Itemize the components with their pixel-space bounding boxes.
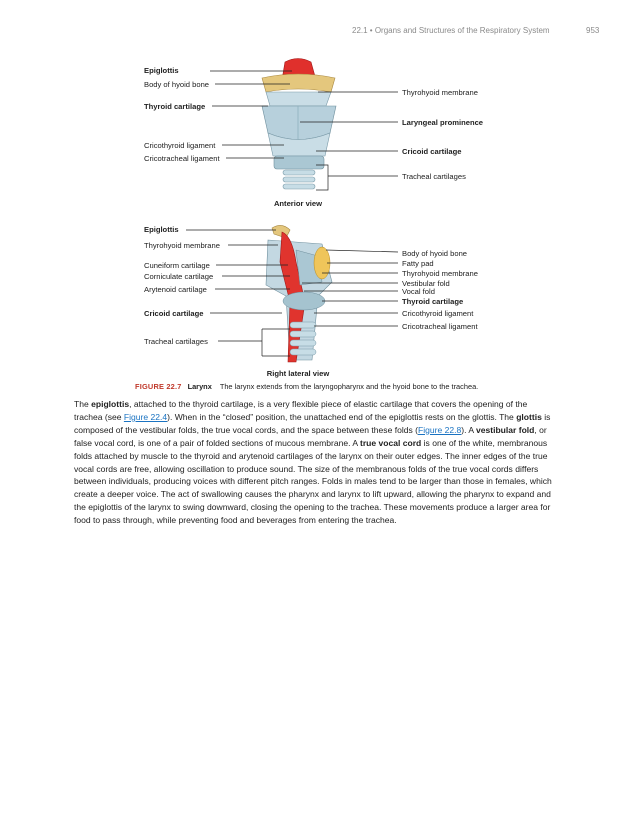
anterior-larynx-illustration bbox=[262, 59, 336, 190]
label-cricoid-cartilage: Cricoid cartilage bbox=[402, 147, 462, 156]
term-true-vocal-cord: true vocal cord bbox=[360, 437, 422, 448]
label-cricotracheal-ligament-lateral: Cricotracheal ligament bbox=[402, 322, 478, 331]
label-tracheal-cartilages: Tracheal cartilages bbox=[402, 172, 466, 181]
body-paragraph: The epiglottis, attached to the thyroid cartilage, is a very flexible piece of elastic cartilage that covers the opening of the trachea (see Figure 22.4). When in the “closed” position, the unattached end of the epiglottis rests on the glottis. The glottis is composed of the vestibular folds, the true vocal cords, and the space between these folds (Figure 22.8). A vestibular fold, or false vocal cord, is one of a pair of folded sections of mucous membrane. A true vocal cord is one of the white, membranous folds attached by muscle to the thyroid and arytenoid cartilages of the larynx on their outer edges. The inner edges of the true vocal cords are free, allowing oscillation to produce sound. The size of the membranous folds of the true vocal cords differs between individuals, producing voices with different pitch ranges. Folds in males tend to be larger than those in females, which create a deeper voice. The act of swallowing causes the pharynx and larynx to lift upward, allowing the pharynx to expand and the epiglottis of the larynx to swing downward, closing the opening to the trachea. These movements produce a larger area for food to pass through, while preventing food and beverages from entering the trachea. bbox=[74, 399, 552, 526]
label-body-of-hyoid-bone: Body of hyoid bone bbox=[144, 80, 210, 89]
label-body-of-hyoid-bone-lateral: Body of hyoid bone bbox=[402, 249, 468, 258]
anterior-view-title: Anterior view bbox=[273, 199, 323, 208]
label-vocal-fold: Vocal fold bbox=[402, 287, 435, 296]
label-cricotracheal-ligament: Cricotracheal ligament bbox=[144, 154, 220, 163]
link-figure-22-4[interactable]: Figure 22.4 bbox=[123, 411, 168, 422]
body-text bbox=[74, 398, 556, 527]
term-epiglottis: epiglottis bbox=[91, 399, 130, 409]
figure-caption bbox=[135, 382, 478, 391]
label-thyrohyoid-membrane-right: Thyrohyoid membrane bbox=[402, 269, 478, 278]
label-cricothyroid-ligament: Cricothyroid ligament bbox=[144, 141, 216, 150]
lateral-larynx-illustration bbox=[266, 225, 332, 362]
label-arytenoid-cartilage: Arytenoid cartilage bbox=[144, 285, 207, 294]
page-number: 953 bbox=[586, 26, 600, 35]
larynx-figure bbox=[0, 40, 630, 380]
label-thyrohyoid-membrane-lateral: Thyrohyoid membrane bbox=[144, 241, 220, 250]
term-vestibular-fold: vestibular fold bbox=[475, 424, 535, 435]
figure-number: FIGURE 22.7 bbox=[135, 382, 182, 391]
label-thyrohyoid-membrane: Thyrohyoid membrane bbox=[402, 88, 478, 97]
figure-title: Larynx bbox=[187, 382, 212, 391]
figure-caption-text: The larynx extends from the laryngopharynx and the hyoid bone to the trachea. bbox=[219, 382, 479, 391]
label-epiglottis: Epiglottis bbox=[144, 66, 179, 75]
running-header: 22.1 • Organs and Structures of the Respiratory System bbox=[352, 26, 550, 35]
label-cricothyroid-ligament-lateral: Cricothyroid ligament bbox=[402, 309, 474, 318]
label-thyroid-cartilage: Thyroid cartilage bbox=[144, 102, 206, 111]
term-glottis: glottis bbox=[516, 411, 542, 422]
label-cuneiform-cartilage: Cuneiform cartilage bbox=[144, 261, 210, 270]
link-figure-22-8[interactable]: Figure 22.8 bbox=[417, 424, 462, 435]
label-laryngeal-prominence: Laryngeal prominence bbox=[402, 118, 484, 127]
label-corniculate-cartilage: Corniculate cartilage bbox=[144, 272, 214, 281]
lateral-view-title: Right lateral view bbox=[266, 369, 330, 378]
label-epiglottis-lateral: Epiglottis bbox=[144, 225, 179, 234]
label-fatty-pad: Fatty pad bbox=[402, 259, 434, 268]
label-tracheal-cartilages-lateral: Tracheal cartilages bbox=[144, 337, 208, 346]
label-cricoid-cartilage-lateral: Cricoid cartilage bbox=[144, 309, 204, 318]
label-vestibular-fold: Vestibular fold bbox=[402, 279, 450, 288]
label-thyroid-cartilage-lateral: Thyroid cartilage bbox=[402, 297, 464, 306]
